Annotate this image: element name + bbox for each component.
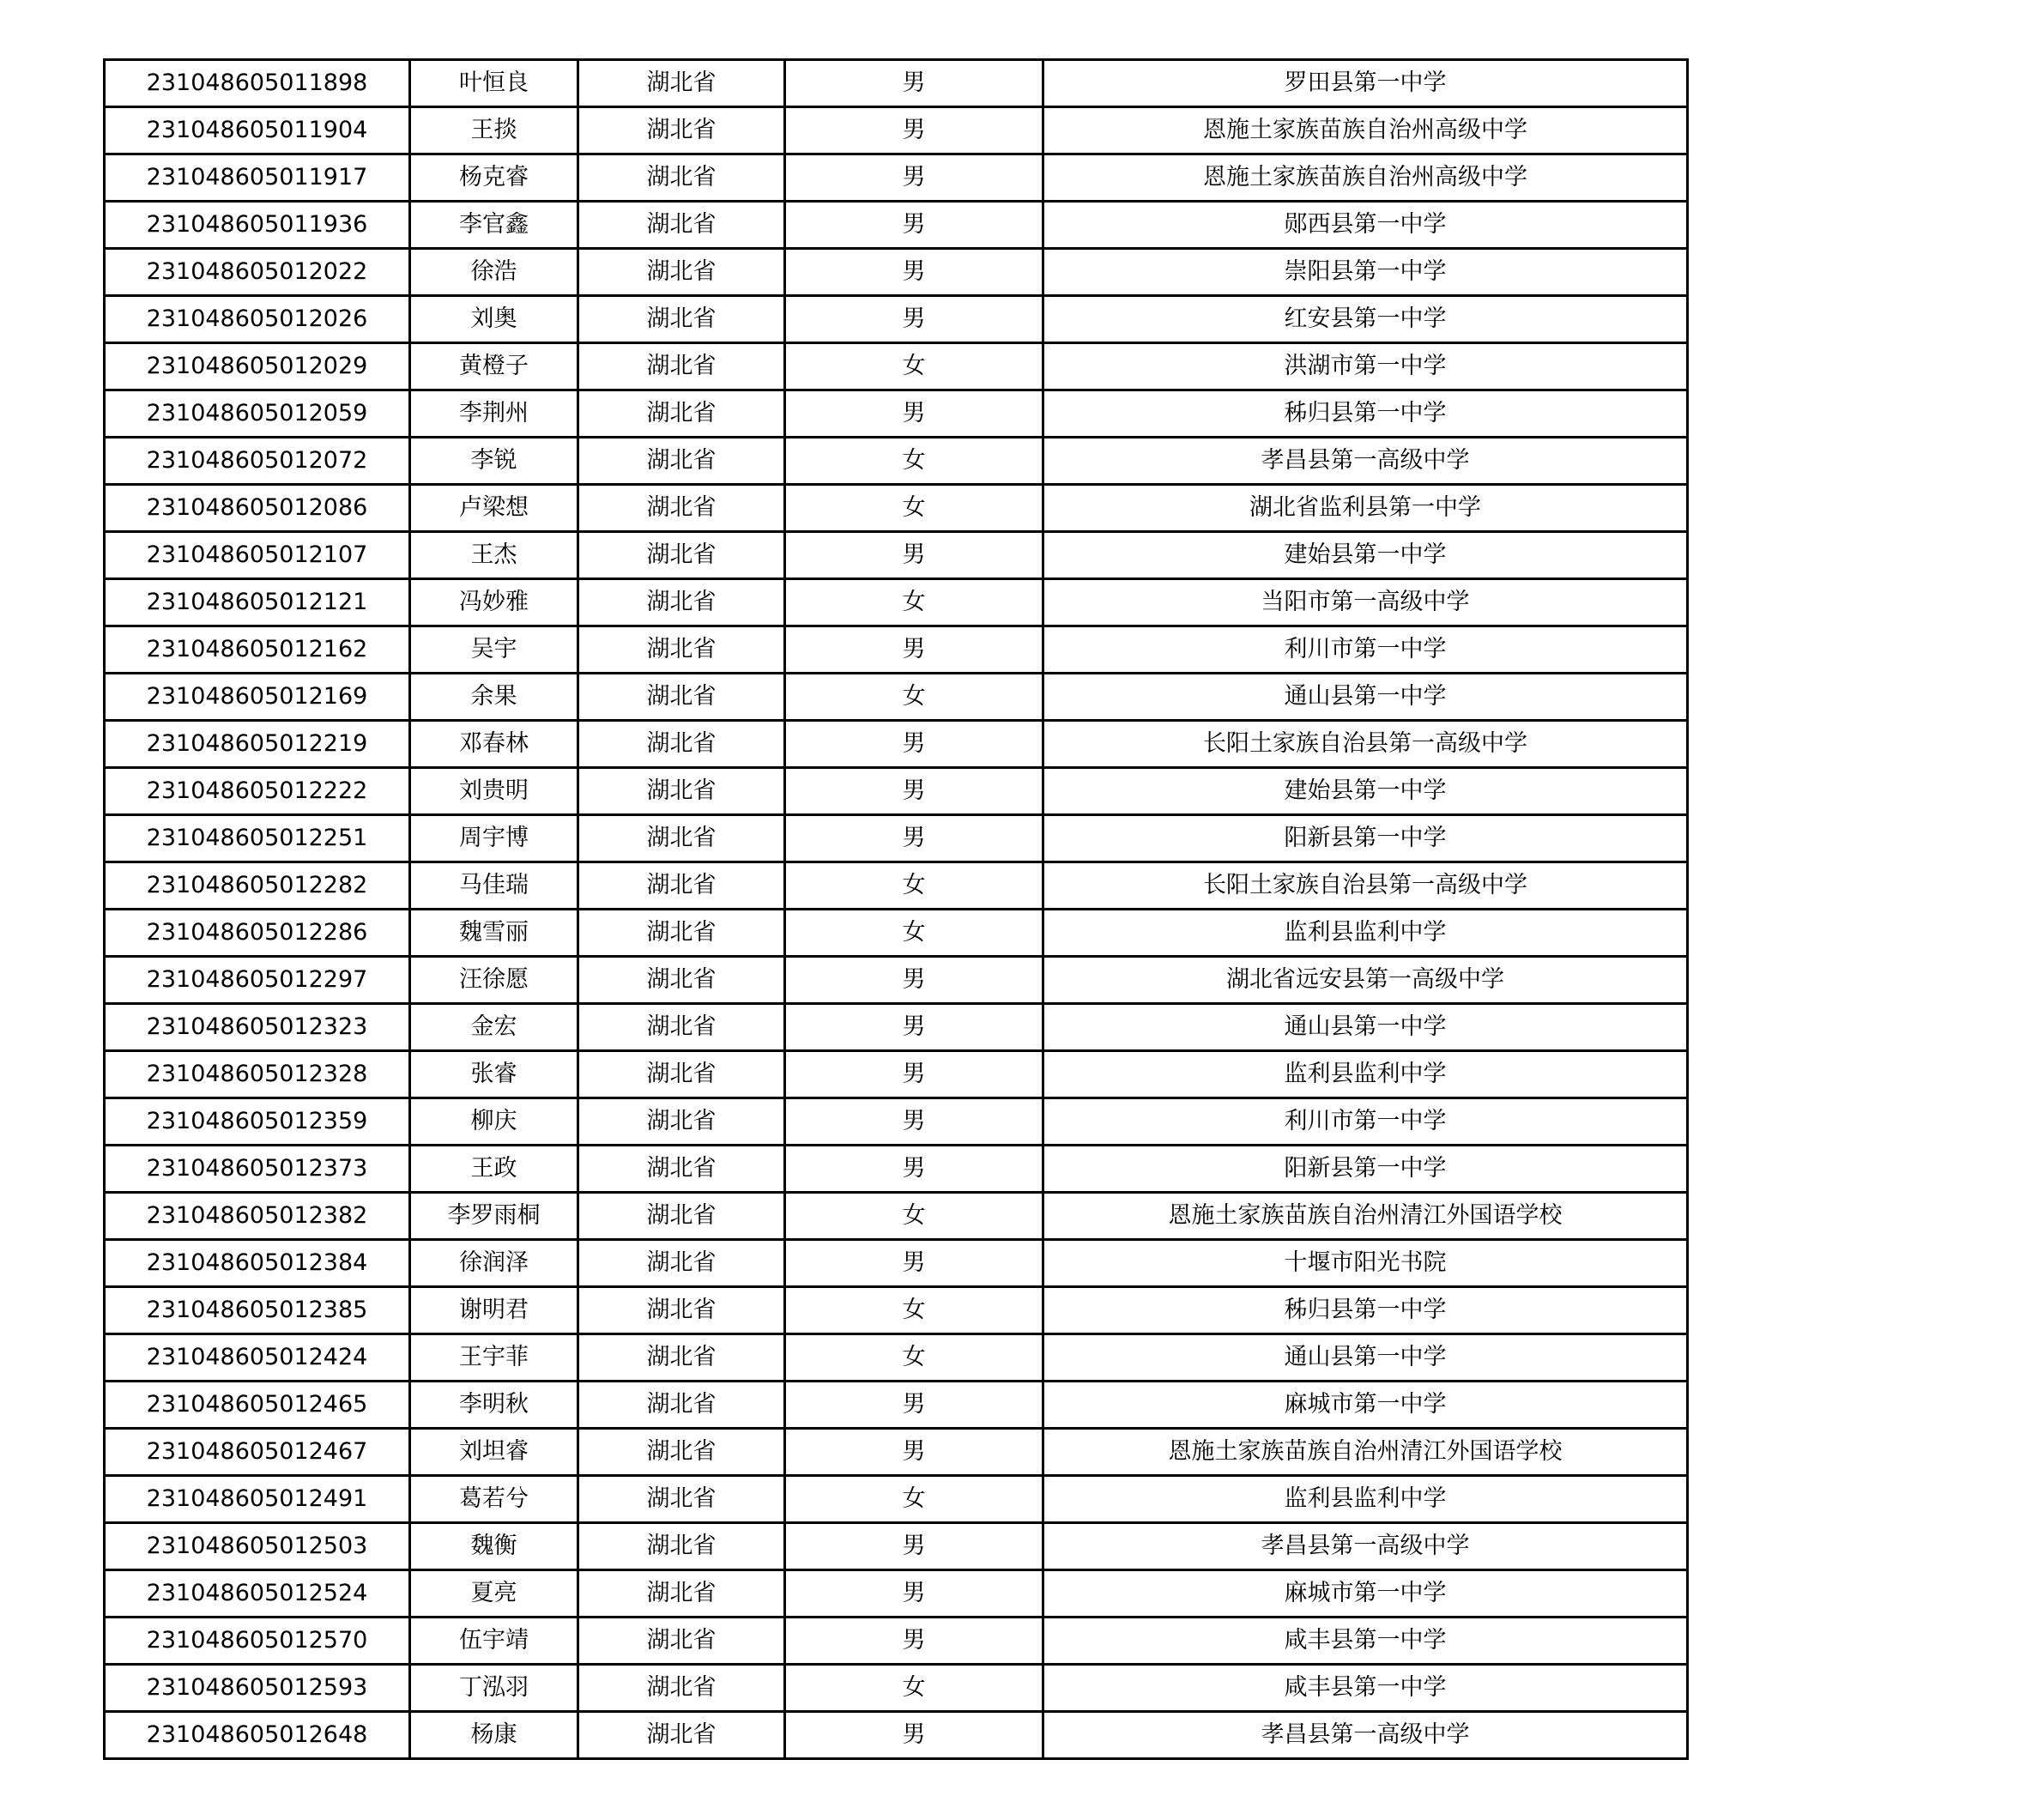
cell-exam-id: 231048605012286 [105,910,410,957]
cell-exam-id: 231048605012059 [105,390,410,438]
cell-school: 孝昌县第一高级中学 [1043,438,1688,485]
table-row [105,674,1688,721]
cell-province: 湖北省 [578,910,785,957]
cell-name: 李明秋 [410,1382,578,1429]
cell-name: 汪徐愿 [410,957,578,1004]
cell-exam-id: 231048605012467 [105,1429,410,1476]
cell-name: 李官鑫 [410,202,578,249]
table-row [105,1382,1688,1429]
cell-school: 麻城市第一中学 [1043,1570,1688,1618]
cell-name: 王宇菲 [410,1334,578,1382]
cell-name: 葛若兮 [410,1476,578,1523]
table-body [105,60,1688,1759]
cell-province: 湖北省 [578,296,785,343]
table-row [105,202,1688,249]
cell-gender: 女 [785,1665,1043,1712]
cell-province: 湖北省 [578,1334,785,1382]
cell-province: 湖北省 [578,579,785,626]
cell-exam-id: 231048605012328 [105,1051,410,1098]
cell-school: 监利县监利中学 [1043,1476,1688,1523]
cell-school: 秭归县第一中学 [1043,1287,1688,1334]
cell-name: 李罗雨桐 [410,1193,578,1240]
cell-province: 湖北省 [578,1004,785,1051]
cell-province: 湖北省 [578,1146,785,1193]
cell-exam-id: 231048605012384 [105,1240,410,1287]
cell-exam-id: 231048605012086 [105,485,410,532]
cell-province: 湖北省 [578,438,785,485]
cell-name: 柳庆 [410,1098,578,1146]
cell-gender: 男 [785,721,1043,768]
table-row [105,768,1688,815]
cell-exam-id: 231048605012072 [105,438,410,485]
cell-gender: 男 [785,1523,1043,1570]
cell-exam-id: 231048605012385 [105,1287,410,1334]
cell-province: 湖北省 [578,1618,785,1665]
cell-exam-id: 231048605012503 [105,1523,410,1570]
table-row [105,1523,1688,1570]
table-row [105,390,1688,438]
cell-gender: 男 [785,1570,1043,1618]
table-row [105,1051,1688,1098]
cell-province: 湖北省 [578,815,785,862]
table-row [105,1618,1688,1665]
table-row [105,862,1688,910]
cell-school: 咸丰县第一中学 [1043,1665,1688,1712]
cell-gender: 男 [785,1382,1043,1429]
cell-name: 魏雪丽 [410,910,578,957]
cell-province: 湖北省 [578,485,785,532]
cell-province: 湖北省 [578,107,785,154]
cell-exam-id: 231048605012169 [105,674,410,721]
cell-gender: 男 [785,60,1043,107]
cell-name: 邓春林 [410,721,578,768]
cell-exam-id: 231048605012491 [105,1476,410,1523]
cell-name: 李荆州 [410,390,578,438]
cell-school: 湖北省远安县第一高级中学 [1043,957,1688,1004]
table-row [105,721,1688,768]
cell-gender: 男 [785,1098,1043,1146]
cell-name: 杨康 [410,1712,578,1759]
cell-name: 刘坦睿 [410,1429,578,1476]
cell-name: 余果 [410,674,578,721]
cell-school: 长阳土家族自治县第一高级中学 [1043,721,1688,768]
cell-name: 吴宇 [410,626,578,674]
cell-school: 十堰市阳光书院 [1043,1240,1688,1287]
cell-gender: 男 [785,957,1043,1004]
cell-school: 罗田县第一中学 [1043,60,1688,107]
cell-exam-id: 231048605011898 [105,60,410,107]
cell-gender: 男 [785,107,1043,154]
cell-name: 金宏 [410,1004,578,1051]
cell-exam-id: 231048605012222 [105,768,410,815]
cell-exam-id: 231048605012029 [105,343,410,390]
cell-gender: 男 [785,768,1043,815]
cell-exam-id: 231048605011904 [105,107,410,154]
cell-exam-id: 231048605011936 [105,202,410,249]
cell-school: 利川市第一中学 [1043,626,1688,674]
cell-province: 湖北省 [578,1051,785,1098]
cell-gender: 男 [785,154,1043,202]
cell-gender: 女 [785,674,1043,721]
cell-exam-id: 231048605012570 [105,1618,410,1665]
cell-province: 湖北省 [578,1476,785,1523]
cell-name: 徐浩 [410,249,578,296]
cell-school: 长阳土家族自治县第一高级中学 [1043,862,1688,910]
cell-name: 周宇博 [410,815,578,862]
cell-province: 湖北省 [578,626,785,674]
table-row [105,296,1688,343]
cell-school: 通山县第一中学 [1043,1004,1688,1051]
cell-gender: 女 [785,910,1043,957]
cell-school: 麻城市第一中学 [1043,1382,1688,1429]
cell-gender: 女 [785,438,1043,485]
table-row [105,485,1688,532]
cell-province: 湖北省 [578,1382,785,1429]
cell-exam-id: 231048605012251 [105,815,410,862]
table-row [105,1570,1688,1618]
cell-gender: 女 [785,343,1043,390]
cell-province: 湖北省 [578,1570,785,1618]
cell-name: 黄橙子 [410,343,578,390]
cell-province: 湖北省 [578,768,785,815]
cell-gender: 女 [785,1193,1043,1240]
table-row [105,1146,1688,1193]
table-row [105,1429,1688,1476]
cell-school: 利川市第一中学 [1043,1098,1688,1146]
cell-exam-id: 231048605012593 [105,1665,410,1712]
cell-province: 湖北省 [578,674,785,721]
cell-school: 红安县第一中学 [1043,296,1688,343]
table-row [105,1287,1688,1334]
cell-school: 阳新县第一中学 [1043,815,1688,862]
cell-province: 湖北省 [578,60,785,107]
cell-gender: 女 [785,1334,1043,1382]
table-row [105,626,1688,674]
cell-gender: 女 [785,485,1043,532]
cell-exam-id: 231048605012121 [105,579,410,626]
cell-exam-id: 231048605012026 [105,296,410,343]
table-row [105,1240,1688,1287]
table-row [105,910,1688,957]
cell-province: 湖北省 [578,862,785,910]
cell-province: 湖北省 [578,1098,785,1146]
table-row [105,1712,1688,1759]
cell-exam-id: 231048605012323 [105,1004,410,1051]
cell-gender: 男 [785,815,1043,862]
cell-gender: 女 [785,862,1043,910]
cell-province: 湖北省 [578,721,785,768]
cell-province: 湖北省 [578,390,785,438]
cell-school: 恩施土家族苗族自治州高级中学 [1043,154,1688,202]
cell-school: 恩施土家族苗族自治州高级中学 [1043,107,1688,154]
cell-gender: 男 [785,249,1043,296]
table-row [105,957,1688,1004]
table-row [105,154,1688,202]
cell-exam-id: 231048605011917 [105,154,410,202]
cell-name: 王政 [410,1146,578,1193]
cell-school: 建始县第一中学 [1043,532,1688,579]
cell-name: 刘奥 [410,296,578,343]
cell-name: 叶恒良 [410,60,578,107]
cell-province: 湖北省 [578,343,785,390]
cell-school: 监利县监利中学 [1043,1051,1688,1098]
cell-name: 夏亮 [410,1570,578,1618]
cell-school: 当阳市第一高级中学 [1043,579,1688,626]
cell-exam-id: 231048605012219 [105,721,410,768]
cell-name: 丁泓羽 [410,1665,578,1712]
cell-province: 湖北省 [578,1429,785,1476]
cell-school: 洪湖市第一中学 [1043,343,1688,390]
table-row [105,1334,1688,1382]
cell-exam-id: 231048605012373 [105,1146,410,1193]
cell-name: 张睿 [410,1051,578,1098]
table-row [105,1476,1688,1523]
cell-province: 湖北省 [578,1193,785,1240]
cell-name: 王掞 [410,107,578,154]
table-row [105,1665,1688,1712]
cell-school: 建始县第一中学 [1043,768,1688,815]
cell-name: 魏衡 [410,1523,578,1570]
cell-province: 湖北省 [578,1287,785,1334]
cell-exam-id: 231048605012424 [105,1334,410,1382]
cell-name: 李锐 [410,438,578,485]
cell-school: 湖北省监利县第一中学 [1043,485,1688,532]
cell-exam-id: 231048605012465 [105,1382,410,1429]
table-row [105,249,1688,296]
table-row [105,579,1688,626]
cell-province: 湖北省 [578,154,785,202]
cell-exam-id: 231048605012022 [105,249,410,296]
cell-school: 恩施土家族苗族自治州清江外国语学校 [1043,1429,1688,1476]
cell-exam-id: 231048605012524 [105,1570,410,1618]
cell-school: 秭归县第一中学 [1043,390,1688,438]
table-row [105,107,1688,154]
cell-school: 崇阳县第一中学 [1043,249,1688,296]
cell-school: 咸丰县第一中学 [1043,1618,1688,1665]
cell-school: 通山县第一中学 [1043,1334,1688,1382]
table-row [105,1193,1688,1240]
cell-province: 湖北省 [578,202,785,249]
cell-province: 湖北省 [578,532,785,579]
cell-province: 湖北省 [578,1665,785,1712]
cell-province: 湖北省 [578,1523,785,1570]
cell-gender: 男 [785,1240,1043,1287]
cell-gender: 男 [785,202,1043,249]
cell-gender: 男 [785,1429,1043,1476]
cell-gender: 男 [785,1618,1043,1665]
cell-gender: 男 [785,1712,1043,1759]
cell-exam-id: 231048605012107 [105,532,410,579]
table-row [105,1098,1688,1146]
table-row [105,343,1688,390]
cell-gender: 女 [785,579,1043,626]
cell-name: 王杰 [410,532,578,579]
cell-name: 冯妙雅 [410,579,578,626]
cell-gender: 男 [785,626,1043,674]
cell-province: 湖北省 [578,957,785,1004]
cell-name: 谢明君 [410,1287,578,1334]
cell-province: 湖北省 [578,249,785,296]
cell-exam-id: 231048605012359 [105,1098,410,1146]
cell-school: 孝昌县第一高级中学 [1043,1712,1688,1759]
cell-gender: 男 [785,296,1043,343]
cell-name: 伍宇靖 [410,1618,578,1665]
cell-exam-id: 231048605012162 [105,626,410,674]
cell-name: 马佳瑞 [410,862,578,910]
cell-gender: 男 [785,1004,1043,1051]
cell-school: 郧西县第一中学 [1043,202,1688,249]
cell-school: 恩施土家族苗族自治州清江外国语学校 [1043,1193,1688,1240]
cell-gender: 男 [785,1051,1043,1098]
table-row [105,60,1688,107]
cell-name: 刘贵明 [410,768,578,815]
cell-school: 监利县监利中学 [1043,910,1688,957]
cell-school: 孝昌县第一高级中学 [1043,1523,1688,1570]
cell-gender: 女 [785,1476,1043,1523]
cell-exam-id: 231048605012382 [105,1193,410,1240]
cell-gender: 男 [785,532,1043,579]
table-row [105,438,1688,485]
cell-gender: 女 [785,1287,1043,1334]
cell-exam-id: 231048605012648 [105,1712,410,1759]
cell-name: 徐润泽 [410,1240,578,1287]
table-row [105,532,1688,579]
cell-province: 湖北省 [578,1712,785,1759]
cell-exam-id: 231048605012282 [105,862,410,910]
table-row [105,1004,1688,1051]
cell-province: 湖北省 [578,1240,785,1287]
candidate-roster-table [103,58,1689,1760]
cell-school: 通山县第一中学 [1043,674,1688,721]
table-row [105,815,1688,862]
cell-gender: 男 [785,390,1043,438]
cell-name: 卢梁想 [410,485,578,532]
cell-name: 杨克睿 [410,154,578,202]
cell-exam-id: 231048605012297 [105,957,410,1004]
cell-school: 阳新县第一中学 [1043,1146,1688,1193]
cell-gender: 男 [785,1146,1043,1193]
